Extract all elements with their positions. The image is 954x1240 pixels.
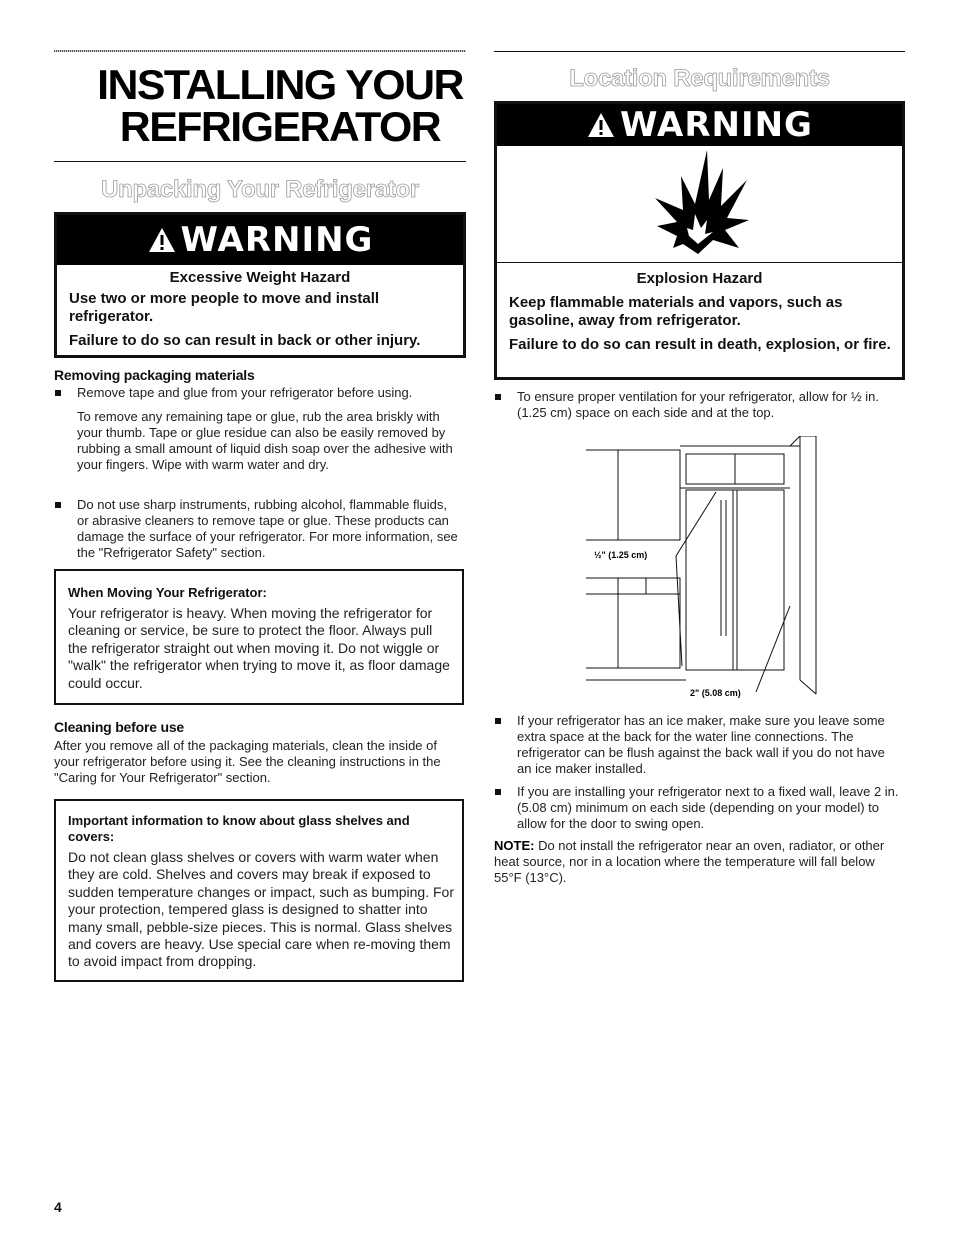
explosion-warning-box (494, 101, 905, 380)
page-number: 4 (54, 1199, 62, 1215)
top-rule-left (54, 50, 466, 52)
cleaning-heading: Cleaning before use (54, 719, 185, 735)
note-paragraph (494, 838, 904, 886)
explosion-warning-line1: Keep flammable materials and vapors, such as gasoline, away from refrigerator. (509, 294, 843, 329)
location-heading: Location Requirements (569, 65, 830, 92)
clearance-diagram (586, 436, 818, 698)
removing-bullet2: Do not use sharp instruments, rubbing alcohol, flammable fluids, or abrasive cleaners to remove tape or glue. These products can damage the surface of your refrigerator. For more information, see the "Refrigerator Safety" section. (77, 497, 458, 560)
weight-hazard-title: Excessive Weight Hazard (169, 269, 351, 286)
warning-triangle-icon (147, 226, 177, 254)
note-label: NOTE: (494, 838, 535, 853)
glass-box-text: Do not clean glass shelves or covers with warm water when they are cold. Shelves and covers may break if exposed to sudden temperature changes or impact, such as bumping. For your protection, tempered glass is designed to shatter into many small, pebble-size pieces. This is normal. Glass shelves and covers are heavy. Use special care when re-moving them to avoid impact from dropping. (68, 849, 454, 970)
warning-divider (497, 262, 902, 263)
removing-para1: To remove any remaining tape or glue, rub the area briskly with your thumb. Tape or glue residue can also be easily removed by rubbing a small amount of liquid dish soap over the adhesive with your fingers. Wipe with warm water and dry. (77, 409, 453, 472)
glass-box (54, 799, 464, 982)
warning-banner-text: WARNING (180, 220, 374, 260)
glass-box-title: Important information to know about glass shelves and covers: (68, 813, 410, 844)
half-inch-label: ½" (1.25 cm) (594, 550, 648, 560)
warning-triangle-icon (586, 111, 616, 139)
weight-warning-line1: Use two or more people to move and install refrigerator. (69, 290, 380, 325)
top-rule-right (494, 51, 905, 52)
bullet-marker (55, 502, 61, 508)
weight-warning-line2: Failure to do so can result in back or other injury. (69, 332, 421, 349)
removing-bullet1: Remove tape and glue from your refrigerator before using. (77, 385, 413, 400)
title-rule (54, 161, 466, 162)
page-title-line2: REFRIGERATOR (119, 103, 441, 150)
bullet-marker (495, 394, 501, 400)
ice-maker-bullet: If your refrigerator has an ice maker, make sure you leave some extra space at the back for the water line connections. The refrigerator can be flush against the back wall if you do not have an ice maker installed. (517, 713, 885, 776)
note-text: Do not install the refrigerator near an oven, radiator, or other heat source, nor in a location where the temperature will fall below 55°F (13°C). (494, 838, 885, 885)
weight-warning-box (54, 212, 466, 358)
cleaning-text: After you remove all of the packaging materials, clean the inside of your refrigerator before using it. See the cleaning instructions in the "Caring for Your Refrigerator" section. (54, 738, 441, 785)
moving-box-title: When Moving Your Refrigerator: (68, 585, 267, 600)
bullet-marker (495, 718, 501, 724)
moving-box (54, 569, 464, 705)
explosion-warning-line2: Failure to do so can result in death, explosion, or fire. (509, 336, 891, 353)
explosion-hazard-title: Explosion Hazard (636, 270, 763, 287)
warning-banner (57, 215, 463, 265)
removing-heading: Removing packaging materials (54, 367, 255, 383)
two-inch-label: 2" (5.08 cm) (690, 688, 741, 698)
warning-banner (497, 104, 902, 146)
unpacking-heading: Unpacking Your Refrigerator (101, 176, 419, 203)
explosion-icon (643, 148, 753, 260)
bullet-marker (55, 390, 61, 396)
warning-banner-text: WARNING (620, 105, 813, 145)
page-title (96, 61, 463, 150)
fixed-wall-bullet: If you are installing your refrigerator next to a fixed wall, leave 2 in. (5.08 cm) minimum on each side (depending on your model) to allow for the door to swing open. (517, 784, 899, 831)
bullet-marker (495, 789, 501, 795)
moving-box-text: Your refrigerator is heavy. When moving the refrigerator for cleaning or service, be sure to protect the floor. Always pull the refrigerator straight out when moving it. Do not wiggle or "walk" the refrigerator when trying to move it, as floor damage could occur. (68, 605, 450, 691)
ventilation-bullet: To ensure proper ventilation for your refrigerator, allow for ½ in. (1.25 cm) space on each side and at the top. (517, 389, 880, 420)
page-title-line1: INSTALLING YOUR (97, 61, 463, 108)
